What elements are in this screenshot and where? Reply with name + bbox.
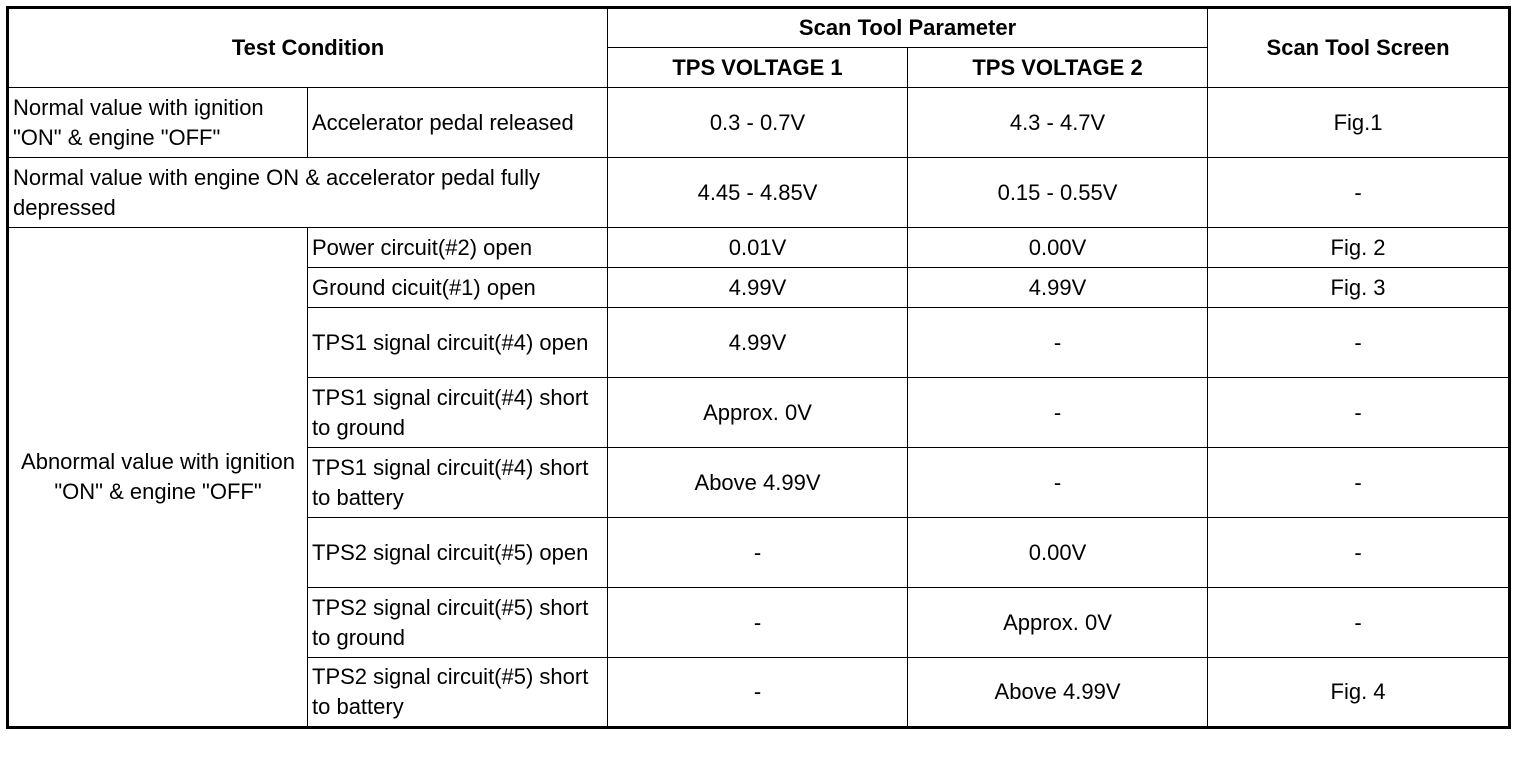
tps2-value: 4.3 - 4.7V (908, 88, 1208, 158)
tps1-value: Approx. 0V (608, 378, 908, 448)
header-test-condition: Test Condition (8, 8, 608, 88)
tps2-value: 0.00V (908, 228, 1208, 268)
screen-ref: Fig.1 (1208, 88, 1510, 158)
screen-ref: - (1208, 158, 1510, 228)
condition-cell: Ground cicuit(#1) open (308, 268, 608, 308)
tps2-value: - (908, 308, 1208, 378)
tps1-value: 4.99V (608, 268, 908, 308)
screen-ref: Fig. 4 (1208, 658, 1510, 728)
tps2-value: Above 4.99V (908, 658, 1208, 728)
tps2-value: 0.00V (908, 518, 1208, 588)
condition-cell: TPS2 signal circuit(#5) open (308, 518, 608, 588)
tps1-value: - (608, 658, 908, 728)
condition-cell: Normal value with engine ON & accelerator pedal fully depressed (8, 158, 608, 228)
tps2-value: Approx. 0V (908, 588, 1208, 658)
header-scan-tool-parameter: Scan Tool Parameter (608, 8, 1208, 48)
tps1-value: - (608, 588, 908, 658)
screen-ref: - (1208, 308, 1510, 378)
group-label-abnormal: Abnormal value with ignition "ON" & engine "OFF" (8, 228, 308, 728)
tps1-value: 4.45 - 4.85V (608, 158, 908, 228)
screen-ref: Fig. 2 (1208, 228, 1510, 268)
screen-ref: - (1208, 518, 1510, 588)
tps2-value: 4.99V (908, 268, 1208, 308)
screen-ref: - (1208, 378, 1510, 448)
condition-cell: Power circuit(#2) open (308, 228, 608, 268)
tps1-value: 0.01V (608, 228, 908, 268)
header-tps-voltage-2: TPS VOLTAGE 2 (908, 48, 1208, 88)
tps1-value: 4.99V (608, 308, 908, 378)
condition-cell: TPS2 signal circuit(#5) short to battery (308, 658, 608, 728)
table-row (8, 88, 1510, 158)
tps2-value: 0.15 - 0.55V (908, 158, 1208, 228)
group-label-normal: Normal value with ignition "ON" & engine "OFF" (8, 88, 308, 158)
header-row-1 (8, 8, 1510, 48)
tps1-value: Above 4.99V (608, 448, 908, 518)
tps2-value: - (908, 378, 1208, 448)
table-row (8, 158, 1510, 228)
screen-ref: Fig. 3 (1208, 268, 1510, 308)
condition-cell: TPS2 signal circuit(#5) short to ground (308, 588, 608, 658)
condition-cell: TPS1 signal circuit(#4) short to battery (308, 448, 608, 518)
table-row (8, 228, 1510, 268)
screen-ref: - (1208, 588, 1510, 658)
tps2-value: - (908, 448, 1208, 518)
header-tps-voltage-1: TPS VOLTAGE 1 (608, 48, 908, 88)
tps-spec-table (6, 6, 1511, 729)
tps1-value: 0.3 - 0.7V (608, 88, 908, 158)
header-scan-tool-screen: Scan Tool Screen (1208, 8, 1510, 88)
screen-ref: - (1208, 448, 1510, 518)
spec-table-container (6, 6, 1511, 729)
tps1-value: - (608, 518, 908, 588)
condition-cell: TPS1 signal circuit(#4) open (308, 308, 608, 378)
condition-cell: Accelerator pedal released (308, 88, 608, 158)
condition-cell: TPS1 signal circuit(#4) short to ground (308, 378, 608, 448)
